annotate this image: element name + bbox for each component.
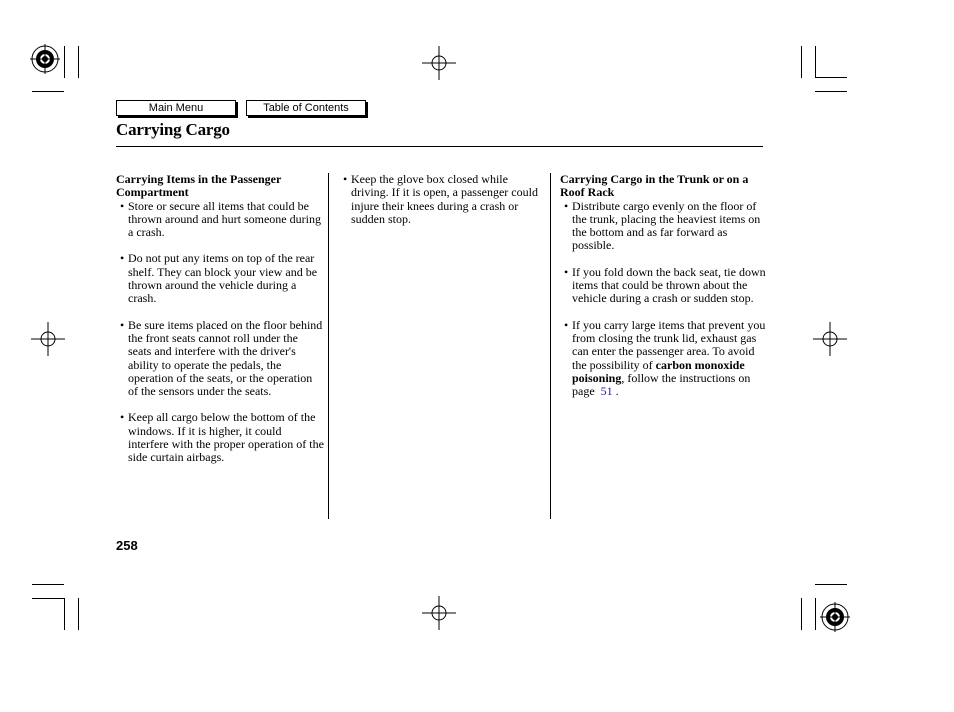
- crosshair-left-icon: [31, 322, 65, 356]
- column-2: [339, 173, 539, 239]
- main-menu-button[interactable]: Main Menu: [116, 100, 236, 116]
- crosshair-top-icon: [422, 46, 456, 80]
- bold-term: carbon monoxide poisoning: [572, 357, 745, 385]
- crosshair-bottom-icon: [422, 596, 456, 630]
- bullet-item: [560, 319, 766, 399]
- title-rule: [116, 146, 763, 147]
- bullet-text: If you carry large items that prevent you from closing the trunk lid, exhaust gas can enter the passenger area. To avoid the possibility of: [572, 317, 766, 372]
- table-of-contents-button[interactable]: Table of Contents: [246, 100, 366, 116]
- registration-mark-bottom-right-icon: [820, 602, 850, 632]
- column-divider: [550, 173, 551, 519]
- bullet-text: , follow the instructions on page: [572, 370, 751, 399]
- column-divider: [328, 173, 329, 519]
- bullet-item: • Be sure items placed on the floor behind the front seats cannot roll under the seats and interfere with the driver's ability to operate the pedals, the operation of the seats, or the operation of the sensors under the seats.: [116, 319, 324, 399]
- bullet-item: • If you fold down the back seat, tie down items that could be thrown about the vehicle during a crash or sudden stop.: [560, 266, 766, 306]
- bullet-item: • Keep all cargo below the bottom of the windows. If it is higher, it could interfere with the proper operation of the side curtain airbags.: [116, 411, 324, 464]
- bullet-item: • Do not put any items on top of the rear shelf. They can block your view and be thrown around the vehicle during a crash.: [116, 252, 324, 305]
- crosshair-right-icon: [813, 322, 847, 356]
- bullet-item: • Distribute cargo evenly on the floor of the trunk, placing the heaviest items on the bottom and as far forward as possible.: [560, 200, 766, 253]
- section-heading: Carrying Cargo in the Trunk or on a Roof Rack: [560, 172, 749, 200]
- page-number: 258: [116, 538, 138, 553]
- bullet-text: .: [615, 384, 619, 399]
- column-3: [560, 173, 766, 411]
- column-1: [116, 173, 324, 478]
- page-title: Carrying Cargo: [116, 120, 230, 139]
- bullet-item: • Store or secure all items that could be thrown around and hurt someone during a crash.: [116, 200, 324, 240]
- section-heading: Carrying Items in the Passenger Compartment: [116, 172, 282, 200]
- bullet-item: • Keep the glove box closed while driving. If it is open, a passenger could injure their knees during a crash or sudden stop.: [339, 173, 539, 226]
- registration-mark-top-left-icon: [30, 44, 60, 74]
- page-link[interactable]: 51: [600, 384, 613, 399]
